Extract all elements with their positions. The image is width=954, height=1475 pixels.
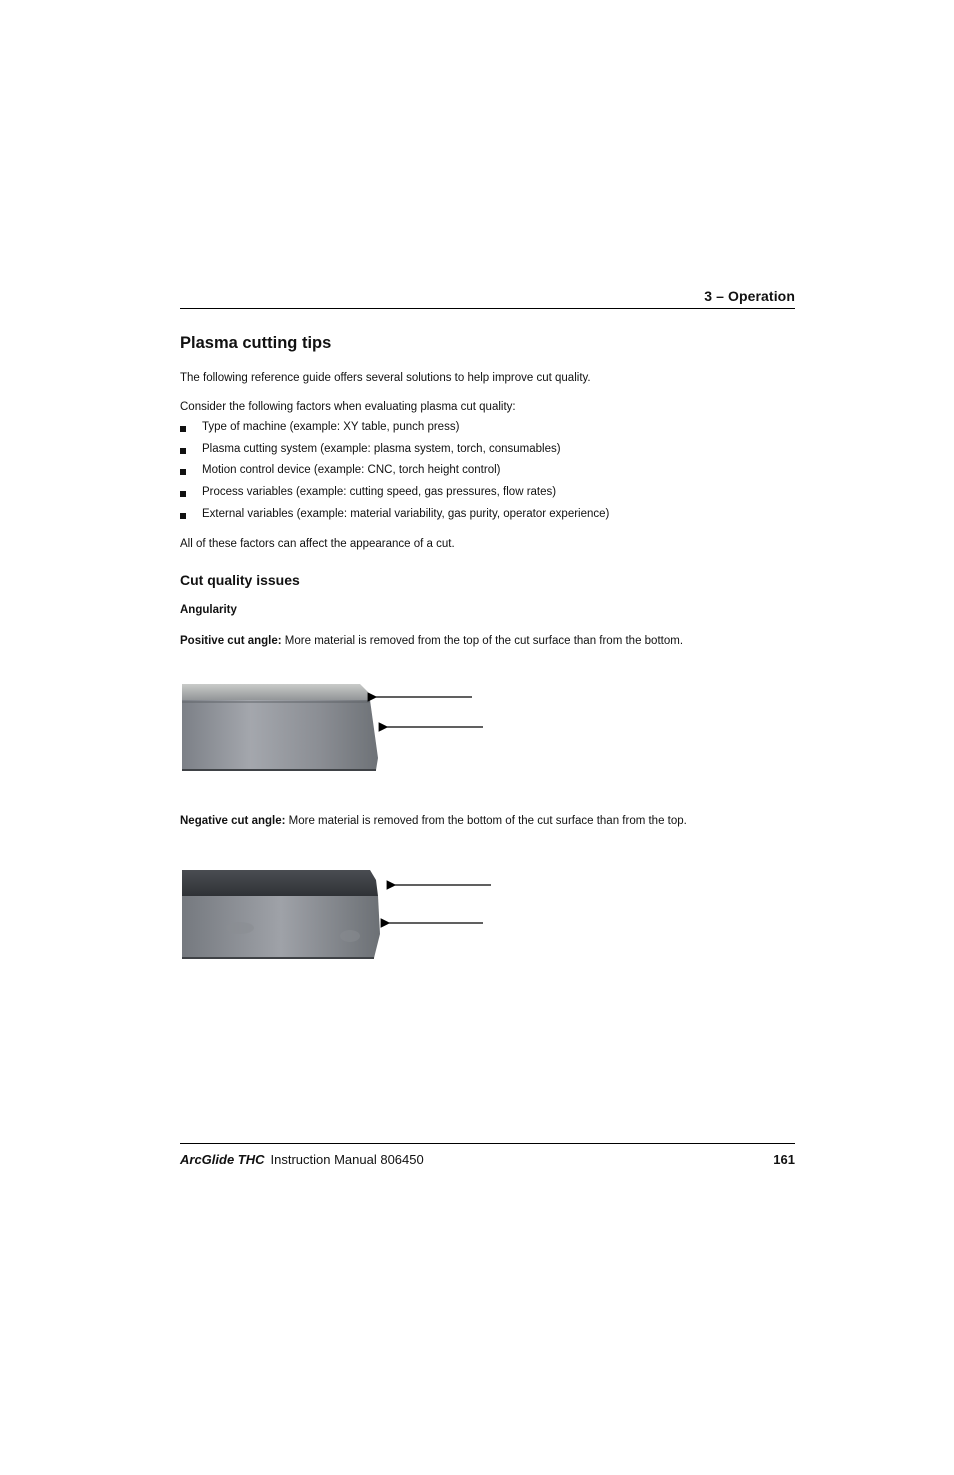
manual-number: Instruction Manual 806450 bbox=[270, 1152, 424, 1167]
negative-angle-term: Negative cut angle: bbox=[180, 815, 286, 827]
list-item: Type of machine (example: XY table, punch press) bbox=[180, 421, 609, 443]
plate-cut-face bbox=[182, 896, 380, 958]
page-number: 161 bbox=[773, 1152, 795, 1167]
factors-lead-paragraph: Consider the following factors when evaluating plasma cut quality: bbox=[180, 401, 516, 413]
list-item: External variables (example: material variability, gas purity, operator experience) bbox=[180, 508, 609, 530]
negative-angle-text: More material is removed from the bottom of the cut surface than from the top. bbox=[285, 815, 687, 827]
list-item: Process variables (example: cutting speed, gas pressures, flow rates) bbox=[180, 486, 609, 508]
plate-top-surface bbox=[182, 684, 370, 702]
bullet-icon bbox=[180, 491, 186, 497]
negative-angle-paragraph bbox=[180, 815, 687, 827]
list-item: Plasma cutting system (example: plasma system, torch, consumables) bbox=[180, 443, 609, 465]
product-name: ArcGlide THC bbox=[180, 1152, 265, 1167]
footer-manual-info bbox=[180, 1152, 424, 1167]
list-item: Motion control device (example: CNC, torch height control) bbox=[180, 464, 609, 486]
section-title: Plasma cutting tips bbox=[180, 334, 332, 352]
bullet-icon bbox=[180, 448, 186, 454]
cut-quality-heading: Cut quality issues bbox=[180, 572, 300, 588]
factors-list bbox=[180, 421, 609, 529]
plate-top-surface bbox=[182, 870, 378, 896]
positive-angle-photo bbox=[180, 662, 510, 802]
bullet-icon bbox=[180, 513, 186, 519]
plate-cut-face bbox=[182, 700, 378, 770]
intro-paragraph: The following reference guide offers several solutions to help improve cut quality. bbox=[180, 372, 591, 384]
footer-rule bbox=[180, 1143, 795, 1144]
header-rule bbox=[180, 308, 795, 309]
positive-angle-term: Positive cut angle: bbox=[180, 635, 282, 647]
angularity-heading: Angularity bbox=[180, 604, 237, 616]
bullet-icon bbox=[180, 469, 186, 475]
positive-angle-paragraph bbox=[180, 635, 683, 647]
positive-angle-text: More material is removed from the top of the cut surface than from the bottom. bbox=[281, 635, 684, 647]
bullet-icon bbox=[180, 426, 186, 432]
chapter-header: 3 – Operation bbox=[704, 288, 795, 304]
negative-angle-photo bbox=[180, 850, 510, 990]
factors-conclusion: All of these factors can affect the appearance of a cut. bbox=[180, 538, 455, 550]
